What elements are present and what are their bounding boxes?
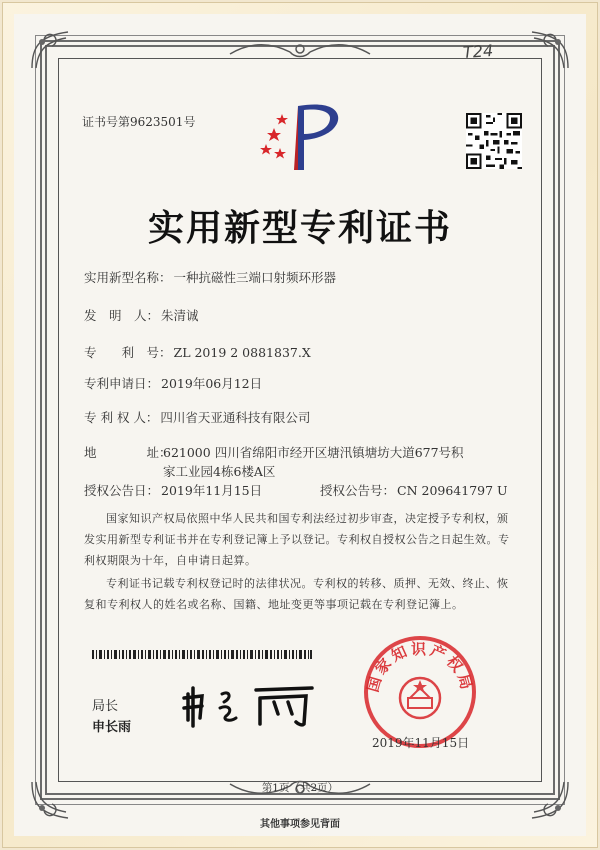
qr-code-icon xyxy=(466,113,522,169)
field-address-value: 621000 四川省绵阳市经开区塘汛镇塘坊大道677号积家工业园4栋6楼A区 xyxy=(163,445,464,479)
director-signature xyxy=(180,680,320,730)
field-value: 一种抗磁性三端口射频环形器 xyxy=(173,270,337,285)
field-patent-number xyxy=(84,343,311,361)
seal-date: 2019年11月15日 xyxy=(372,736,470,750)
field-value: ZL 2019 2 0881837.X xyxy=(173,345,311,360)
field-inventor xyxy=(84,306,199,324)
director-title: 局长 xyxy=(92,699,119,714)
field-label: 专 利 权 人： xyxy=(84,410,159,425)
page-number: 第1页（共2页） xyxy=(261,782,339,794)
field-label: 授权公告号： xyxy=(320,483,396,498)
field-label: 专利申请日： xyxy=(84,376,160,391)
field-value: 2019年11月15日 xyxy=(161,483,263,498)
field-label: 实用新型名称： xyxy=(84,270,172,285)
field-value: 2019年06月12日 xyxy=(161,376,263,391)
field-value: 四川省天亚通科技有限公司 xyxy=(160,410,311,425)
director-name: 申长雨 xyxy=(92,720,132,735)
field-label: 专 利 号： xyxy=(84,345,172,360)
field-grant-date xyxy=(84,481,262,499)
field-label: 授权公告日： xyxy=(84,483,160,498)
office-logo-icon xyxy=(258,100,350,172)
field-value: 朱清诚 xyxy=(161,308,199,323)
national-emblem-icon xyxy=(400,678,440,718)
field-label: 地 址： xyxy=(84,445,172,460)
corner-ornament-icon xyxy=(528,28,572,72)
field-value: CN 209641797 U xyxy=(397,483,508,498)
svg-text:国家知识产权局: 国家知识产权局 xyxy=(363,640,477,695)
field-address-label xyxy=(84,443,172,461)
certificate-title: 实用新型专利证书 xyxy=(147,208,452,249)
field-label: 发 明 人： xyxy=(84,308,160,323)
footer-note: 其他事项参见背面 xyxy=(260,819,340,830)
field-utility-model-name xyxy=(84,268,336,286)
certificate-number: 证书号第9623501号 xyxy=(82,115,196,129)
corner-ornament-icon xyxy=(28,28,72,72)
handwritten-note: T24 xyxy=(462,40,494,63)
barcode-icon xyxy=(92,650,312,659)
top-ornament-icon xyxy=(220,40,380,62)
legal-status-statement: 专利证书记载专利权登记时的法律状况。专利权的转移、质押、无效、终止、恢复和专利权人的姓名或名称、国籍、地址变更等事项记载在专利登记簿上。 xyxy=(84,577,509,611)
field-patentee xyxy=(84,408,310,426)
grant-statement: 国家知识产权局依照中华人民共和国专利法经过初步审查，决定授予专利权，颁发实用新型专利证书并在专利登记簿上予以登记。专利权自授权公告之日起生效。专利权期限为十年，自申请日起算。 xyxy=(84,512,510,567)
field-filing-date xyxy=(84,374,262,392)
field-grant-number xyxy=(320,481,508,499)
